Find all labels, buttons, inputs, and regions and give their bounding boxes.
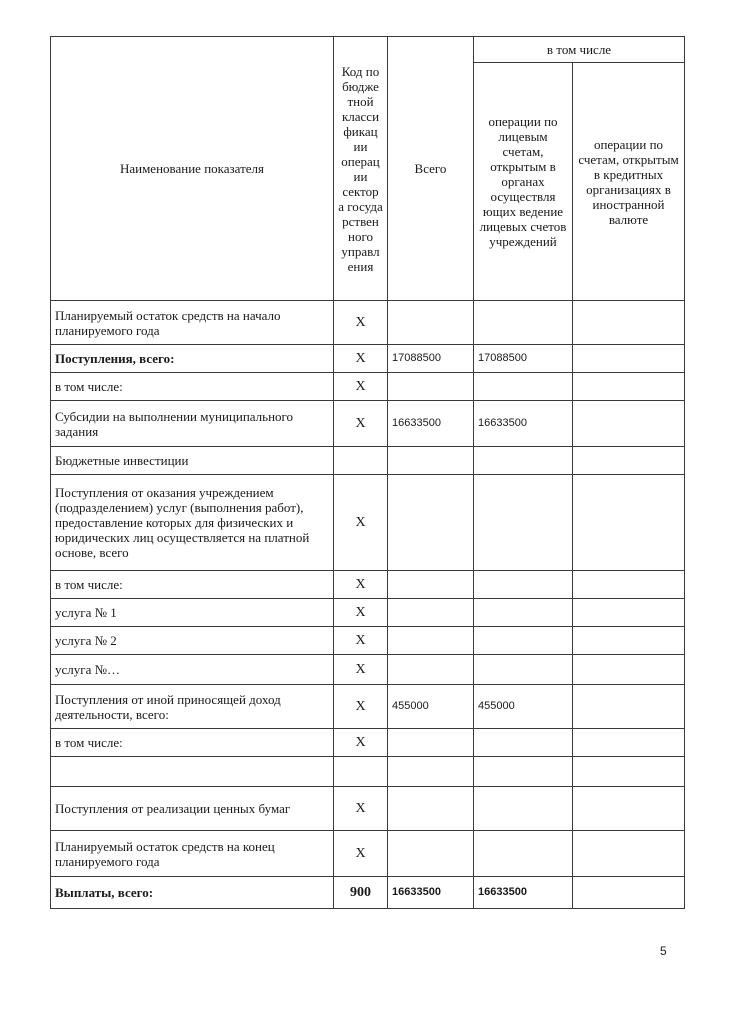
row-sub2 xyxy=(573,877,685,909)
table-row xyxy=(51,685,685,729)
row-code: X xyxy=(334,729,388,757)
row-code: X xyxy=(334,345,388,373)
row-sub1: 17088500 xyxy=(474,345,573,373)
row-name: Планируемый остаток средств на начало планируемого года xyxy=(51,301,334,345)
row-code: X xyxy=(334,787,388,831)
row-code xyxy=(334,447,388,475)
row-code: X xyxy=(334,627,388,655)
row-sub1 xyxy=(474,831,573,877)
row-sub2 xyxy=(573,655,685,685)
row-code: X xyxy=(334,401,388,447)
header-code: Код по бюдже тной класси фикац ии операц ии сектор а госуда рствен ного управл ения xyxy=(334,37,388,301)
row-name xyxy=(51,757,334,787)
row-name: Бюджетные инвестиции xyxy=(51,447,334,475)
row-sub2 xyxy=(573,627,685,655)
row-sub1 xyxy=(474,655,573,685)
row-code: 900 xyxy=(334,877,388,909)
table-row xyxy=(51,301,685,345)
row-name: услуга № 2 xyxy=(51,627,334,655)
header-sub2: операции по счетам, открытым в кредитных организациях в иностранной валюте xyxy=(573,63,685,301)
row-total xyxy=(388,627,474,655)
row-name: в том числе: xyxy=(51,571,334,599)
row-sub1 xyxy=(474,447,573,475)
row-total xyxy=(388,301,474,345)
row-name: услуга №… xyxy=(51,655,334,685)
row-sub2 xyxy=(573,571,685,599)
table-row xyxy=(51,447,685,475)
row-name: Поступления от иной приносящей доход деятельности, всего: xyxy=(51,685,334,729)
row-sub1: 16633500 xyxy=(474,877,573,909)
row-code xyxy=(334,757,388,787)
table-row xyxy=(51,571,685,599)
table-row xyxy=(51,401,685,447)
row-sub1 xyxy=(474,787,573,831)
row-code: X xyxy=(334,685,388,729)
row-sub2 xyxy=(573,475,685,571)
table-row xyxy=(51,345,685,373)
row-total xyxy=(388,571,474,599)
table-row xyxy=(51,877,685,909)
row-sub1 xyxy=(474,627,573,655)
row-sub2 xyxy=(573,787,685,831)
table-row xyxy=(51,627,685,655)
row-sub2 xyxy=(573,729,685,757)
row-code: X xyxy=(334,831,388,877)
row-code: X xyxy=(334,571,388,599)
row-sub2 xyxy=(573,685,685,729)
row-sub1 xyxy=(474,475,573,571)
row-total: 455000 xyxy=(388,685,474,729)
row-sub1 xyxy=(474,301,573,345)
row-total xyxy=(388,447,474,475)
header-name: Наименование показателя xyxy=(51,37,334,301)
row-code: X xyxy=(334,475,388,571)
table-row xyxy=(51,655,685,685)
row-sub1: 16633500 xyxy=(474,401,573,447)
row-name: в том числе: xyxy=(51,729,334,757)
row-total xyxy=(388,787,474,831)
row-total xyxy=(388,757,474,787)
row-sub2 xyxy=(573,373,685,401)
row-total: 17088500 xyxy=(388,345,474,373)
row-total xyxy=(388,655,474,685)
row-total: 16633500 xyxy=(388,877,474,909)
table-row xyxy=(51,757,685,787)
row-sub2 xyxy=(573,599,685,627)
row-name: Поступления, всего: xyxy=(51,345,334,373)
row-code: X xyxy=(334,373,388,401)
row-sub2 xyxy=(573,757,685,787)
row-name: Выплаты, всего: xyxy=(51,877,334,909)
row-name: в том числе: xyxy=(51,373,334,401)
row-sub2 xyxy=(573,401,685,447)
row-sub1: 455000 xyxy=(474,685,573,729)
row-code: X xyxy=(334,655,388,685)
row-code: X xyxy=(334,599,388,627)
row-sub1 xyxy=(474,373,573,401)
row-code: X xyxy=(334,301,388,345)
table-row xyxy=(51,831,685,877)
row-sub2 xyxy=(573,345,685,373)
header-total: Всего xyxy=(388,37,474,301)
row-name: услуга № 1 xyxy=(51,599,334,627)
row-name: Субсидии на выполнении муниципального задания xyxy=(51,401,334,447)
row-sub1 xyxy=(474,571,573,599)
row-sub1 xyxy=(474,599,573,627)
row-sub2 xyxy=(573,447,685,475)
header-including: в том числе xyxy=(474,37,685,63)
table-row xyxy=(51,373,685,401)
table-row xyxy=(51,729,685,757)
row-sub1 xyxy=(474,729,573,757)
header-sub1: операции по лицевым счетам, открытым в органах осуществля ющих ведение лицевых счетов учреждений xyxy=(474,63,573,301)
row-sub2 xyxy=(573,301,685,345)
row-total: 16633500 xyxy=(388,401,474,447)
row-total xyxy=(388,831,474,877)
table-row xyxy=(51,475,685,571)
row-sub2 xyxy=(573,831,685,877)
row-total xyxy=(388,373,474,401)
page-number: 5 xyxy=(660,944,667,958)
row-total xyxy=(388,729,474,757)
budget-table xyxy=(50,36,685,909)
row-name: Поступления от оказания учреждением (подразделением) услуг (выполнения работ), предоставление которых для физических и юридических лиц осуществляется на платной основе, всего xyxy=(51,475,334,571)
table-row xyxy=(51,599,685,627)
row-name: Планируемый остаток средств на конец планируемого года xyxy=(51,831,334,877)
table-row xyxy=(51,787,685,831)
row-total xyxy=(388,599,474,627)
row-name: Поступления от реализации ценных бумаг xyxy=(51,787,334,831)
row-sub1 xyxy=(474,757,573,787)
row-total xyxy=(388,475,474,571)
